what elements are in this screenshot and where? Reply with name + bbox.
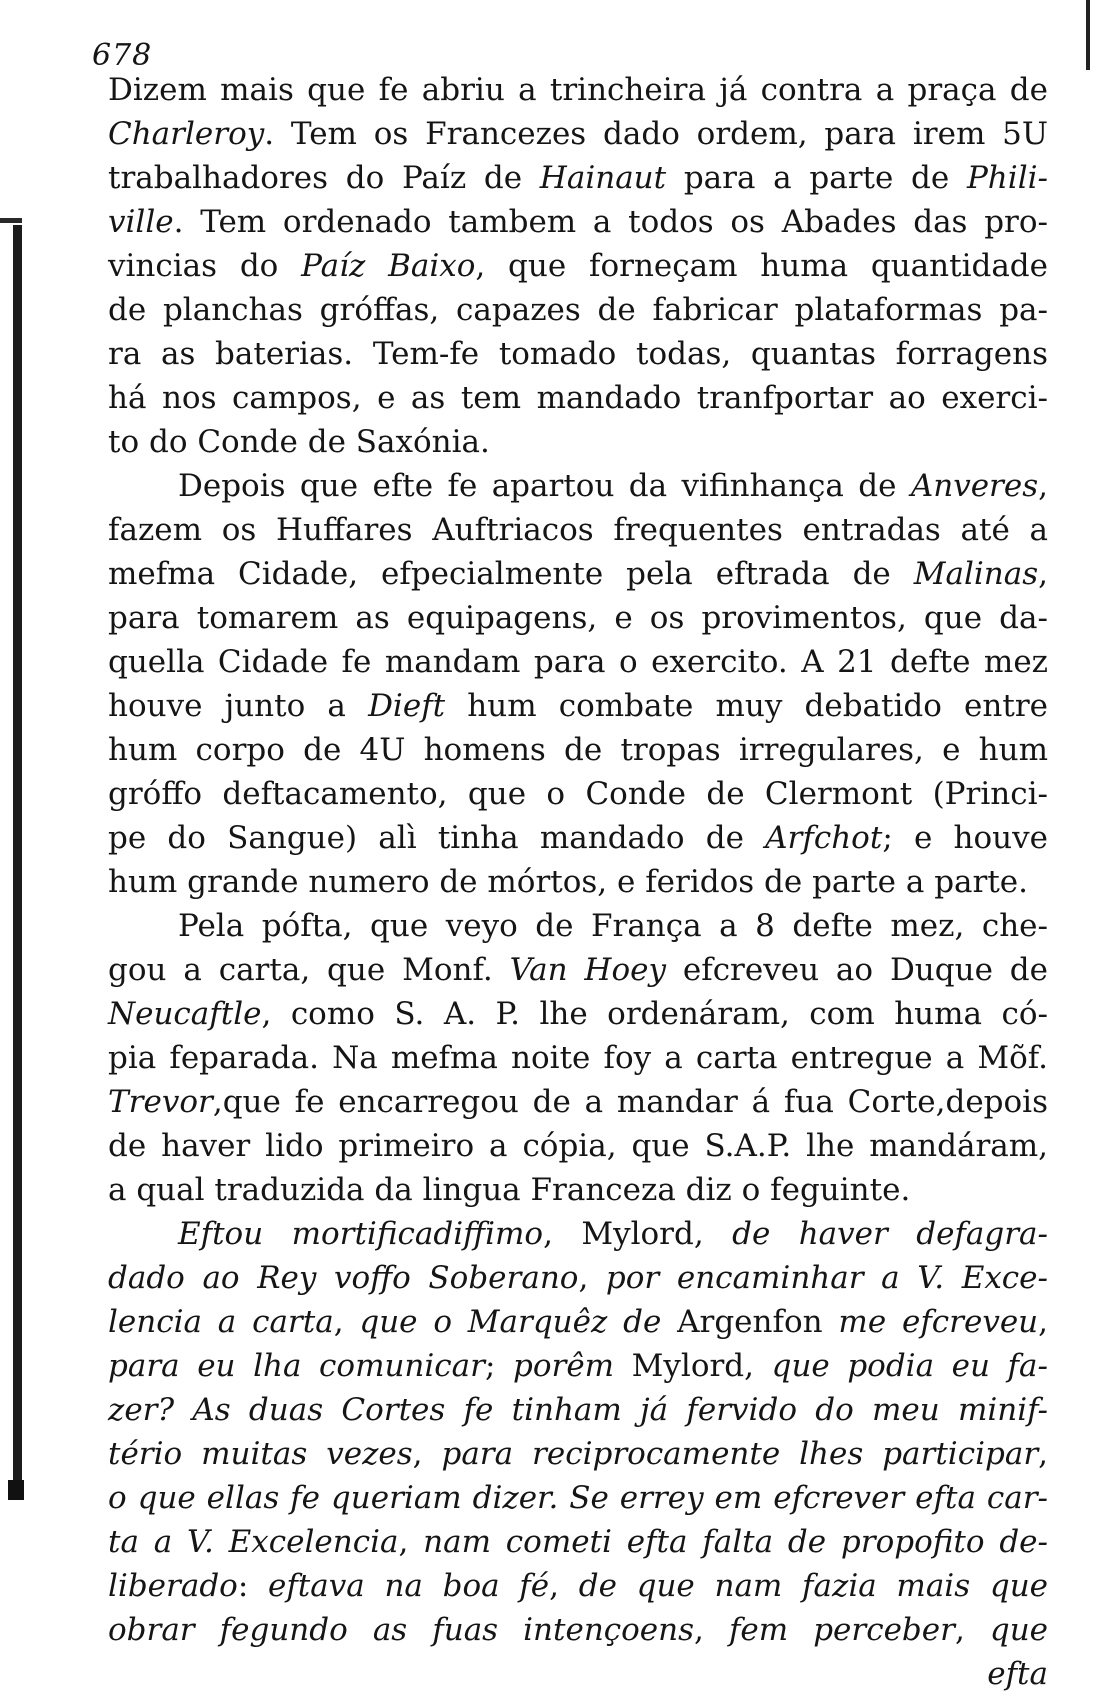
text-line [108, 552, 1048, 596]
italic-text: liberado [108, 1568, 238, 1604]
text-line [108, 1124, 1048, 1168]
italic-text: porêm [513, 1348, 615, 1384]
roman-text: , [1038, 468, 1048, 504]
text-line [108, 596, 1048, 640]
italic-text: Arfchot [765, 820, 883, 856]
roman-text: a qual traduzida da lingua Franceza diz o feguinte. [108, 1172, 911, 1208]
text-line [108, 1168, 1048, 1212]
roman-text: Depois que efte fe apartou da vifinhança de [178, 468, 911, 504]
italic-text: para eu lha comunicar [108, 1348, 485, 1384]
text-line [108, 508, 1048, 552]
text-line [108, 904, 1048, 948]
roman-text: , [1038, 556, 1048, 592]
italic-text: o que ellas fe queriam dizer. Se errey em efcrever efta car- [108, 1480, 1048, 1516]
italic-text: Van Hoey [509, 952, 666, 988]
text-line [108, 1476, 1048, 1520]
roman-text: , Mylord, [543, 1216, 733, 1252]
roman-text: hum grande numero de mórtos, e feridos de parte a parte. [108, 864, 1029, 900]
roman-text: , [694, 1612, 729, 1648]
text-line [108, 684, 1048, 728]
roman-text: Dizem mais que fe abriu a trincheira já contra a praça de [108, 72, 1048, 108]
italic-text: lencia a carta [108, 1304, 334, 1340]
text-line [108, 1564, 1048, 1608]
roman-text: : [237, 1568, 268, 1604]
italic-text: para reciprocamente lhes participar [441, 1436, 1039, 1472]
roman-text: efcreveu ao Duque de [666, 952, 1048, 988]
text-line [108, 1080, 1048, 1124]
italic-text: obrar fegundo as fuas intençoens [108, 1612, 695, 1648]
roman-text: . Tem os Francezes dado ordem, para irem 5U [264, 116, 1048, 152]
roman-text: para a parte de [666, 160, 967, 196]
roman-text: , [1038, 1436, 1048, 1472]
roman-text: quella Cidade fe mandam para o exercito. A 21 defte mez [108, 644, 1048, 680]
binding-edge-shadow [13, 225, 22, 1500]
italic-text: Phili- [966, 160, 1048, 196]
text-line [108, 288, 1048, 332]
text-line [108, 1608, 1048, 1652]
italic-text: me efcreveu [838, 1304, 1039, 1340]
roman-text: fazem os Huffares Auftriacos frequentes entradas até a [108, 512, 1048, 548]
italic-text: que podia eu fa- [771, 1348, 1048, 1384]
italic-text: fem perceber [728, 1612, 955, 1648]
roman-text: mefma Cidade, efpecialmente pela eftrada de [108, 556, 914, 592]
italic-text: zer? As duas Cortes fe tinham já fervido do meu minif- [108, 1392, 1048, 1428]
italic-text: efta [987, 1656, 1048, 1692]
roman-text: , [398, 1524, 424, 1560]
roman-text: Mylord, [614, 1348, 772, 1384]
roman-text: ,que fe encarregou de a mandar á fua Corte,depois [212, 1084, 1048, 1120]
text-line [108, 816, 1048, 860]
italic-text: eftava na boa fé [267, 1568, 550, 1604]
text-line [108, 244, 1048, 288]
text-line [108, 156, 1048, 200]
roman-text: , [578, 1260, 606, 1296]
text-line [108, 112, 1048, 156]
roman-text: , [954, 1612, 990, 1648]
roman-text: , [333, 1304, 360, 1340]
roman-text: trabalhadores do Paíz de [108, 160, 540, 196]
italic-text: Neucaftle [108, 996, 262, 1032]
text-line [108, 1520, 1048, 1564]
italic-text: que [989, 1612, 1048, 1648]
roman-text: de haver lido primeiro a cópia, que S.A.P. lhe mandáram, [108, 1128, 1048, 1164]
roman-text: hum corpo de 4U homens de tropas irregulares, e hum [108, 732, 1048, 768]
text-line [108, 772, 1048, 816]
text-line [108, 1388, 1048, 1432]
italic-text: Hainaut [539, 160, 667, 196]
text-line [108, 860, 1048, 904]
roman-text: houve junto a [108, 688, 369, 724]
italic-text: Eftou mortificadiffimo [178, 1216, 544, 1252]
roman-text: ; e houve [882, 820, 1049, 856]
italic-text: tério muitas vezes [108, 1436, 413, 1472]
roman-text: pia feparada. Na mefma noite foy a carta entregue a Mõf. [108, 1040, 1048, 1076]
text-line [108, 464, 1048, 508]
text-line [108, 68, 1048, 112]
text-line [108, 200, 1048, 244]
text-line [108, 948, 1048, 992]
italic-text: ville [108, 204, 174, 240]
italic-text: de haver defagra- [732, 1216, 1049, 1252]
roman-text: Argenfon [661, 1304, 839, 1340]
italic-text: que o Marquêz de [359, 1304, 662, 1340]
italic-text: Dieft [368, 688, 446, 724]
page-edge-mark [1086, 0, 1090, 70]
text-line [108, 1344, 1048, 1388]
roman-text: ; [484, 1348, 513, 1384]
italic-text: dado ao Rey voffo Soberano [108, 1260, 579, 1296]
roman-text: pe do Sangue) alì tinha mandado de [108, 820, 766, 856]
italic-text: Charleroy [108, 116, 265, 152]
text-line [108, 1652, 1048, 1696]
page-number: 678 [92, 38, 153, 73]
text-line [108, 1036, 1048, 1080]
binding-edge-cap [0, 218, 22, 223]
italic-text: por encaminhar a V. Exce- [605, 1260, 1048, 1296]
italic-text: de que nam fazia mais que [578, 1568, 1048, 1604]
text-line [108, 728, 1048, 772]
roman-text: vincias do [108, 248, 302, 284]
italic-text: Malinas [913, 556, 1039, 592]
italic-text: Trevor [108, 1084, 213, 1120]
roman-text: . Tem ordenado tambem a todos os Abades das pro- [173, 204, 1048, 240]
roman-text: , [549, 1568, 579, 1604]
binding-edge-foot [8, 1480, 24, 1500]
italic-text: Anveres [910, 468, 1039, 504]
roman-text: , como S. A. P. lhe ordenáram, com huma có- [261, 996, 1048, 1032]
text-line [108, 640, 1048, 684]
roman-text: , que forneçam huma quantidade [475, 248, 1048, 284]
roman-text: gou a carta, que Monf. [108, 952, 510, 988]
roman-text: para tomarem as equipagens, e os provimentos, que da- [108, 600, 1048, 636]
text-line [108, 1300, 1048, 1344]
roman-text: hum combate muy debatido entre [445, 688, 1048, 724]
roman-text: Pela pófta, que veyo de França a 8 defte mez, che- [178, 908, 1048, 944]
roman-text: de planchas gróffas, capazes de fabricar plataformas pa- [108, 292, 1048, 328]
text-line [108, 376, 1048, 420]
italic-text: Paíz Baixo [301, 248, 476, 284]
roman-text: , [1038, 1304, 1049, 1340]
roman-text: , [412, 1436, 442, 1472]
roman-text: to do Conde de Saxónia. [108, 424, 490, 460]
text-line [108, 1432, 1048, 1476]
text-line [108, 1212, 1048, 1256]
roman-text: há nos campos, e as tem mandado tranfportar ao exerci- [108, 380, 1048, 416]
roman-text: gróffo deftacamento, que o Conde de Clermont (Princi- [108, 776, 1048, 812]
italic-text: ta a V. Excelencia [108, 1524, 399, 1560]
text-line [108, 332, 1048, 376]
italic-text: nam cometi efta falta de propofito de- [423, 1524, 1049, 1560]
text-line [108, 420, 1048, 464]
roman-text: ra as baterias. Tem-fe tomado todas, quantas forragens [108, 336, 1048, 372]
text-line [108, 992, 1048, 1036]
body-text [108, 68, 1048, 1696]
text-line [108, 1256, 1048, 1300]
